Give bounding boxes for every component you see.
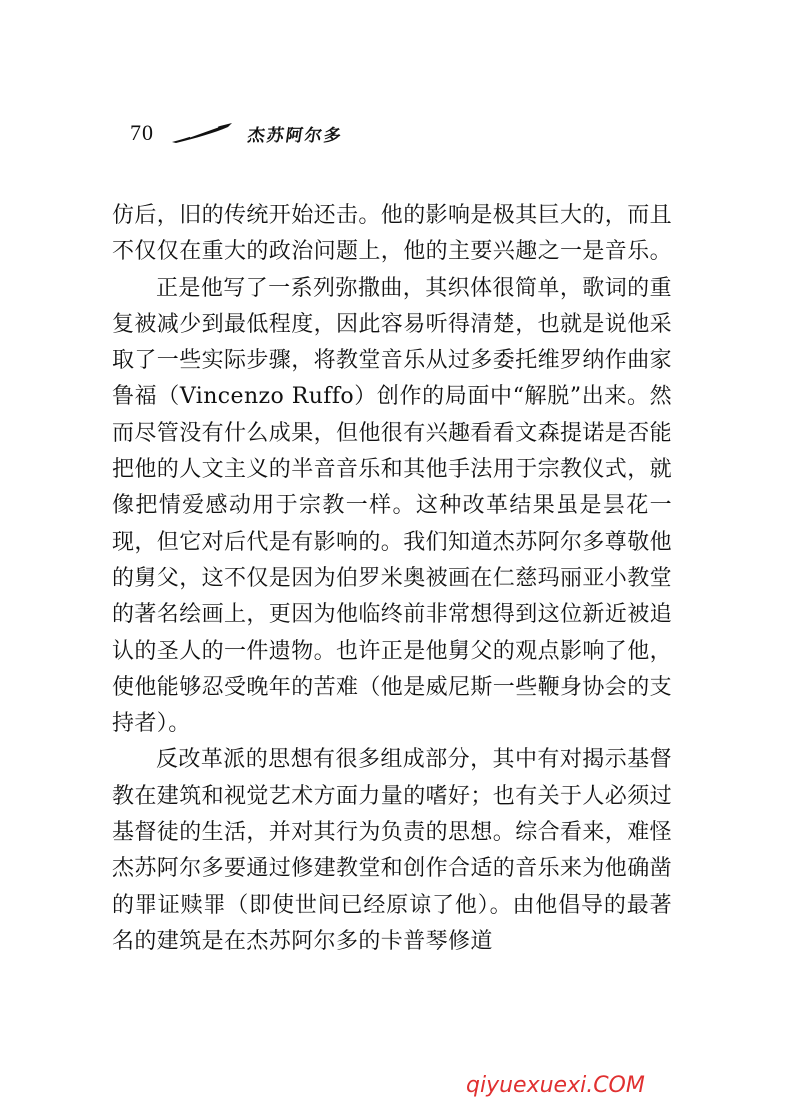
page-number: 70 bbox=[130, 120, 154, 145]
site-watermark: qiyuexuexi.COM bbox=[466, 1073, 645, 1098]
paragraph-3: 反改革派的思想有很多组成部分，其中有对揭示基督教在建筑和视觉艺术方面力量的嗜好；也有关于人必须过基督徒的生活，并对其行为负责的思想。综合看来，难怪杰苏阿尔多要通过修建教堂和创作合适的音乐来为他确凿的罪证赎罪（即使世间已经原谅了他）。由他倡导的最著名的建筑是在杰苏阿尔多的卡普琴修道 bbox=[112, 747, 673, 954]
quill-pen-icon bbox=[170, 122, 234, 144]
running-head bbox=[130, 116, 343, 150]
body-text bbox=[112, 198, 672, 960]
running-title: 杰苏阿尔多 bbox=[246, 125, 345, 146]
paragraph-2: 正是他写了一系列弥撒曲，其织体很简单，歌词的重复被减少到最低程度，因此容易听得清楚，也就是说他采取了一些实际步骤，将教堂音乐从过多委托维罗纳作曲家鲁福（Vincenzo Ruffo）创作的局面中“解脱”出来。然而尽管没有什么成果，但他很有兴趣看看文森提诺是否能把他的人文主义的半音音乐和其他手法用于宗教仪式，就像把情爱感动用于宗教一样。这种改革结果虽是昙花一现，但它对后代是有影响的。我们知道杰苏阿尔多尊敬他的舅父，这不仅是因为伯罗米奥被画在仁慈玛丽亚小教堂的著名绘画上，更因为他临终前非常想得到这位新近被追认的圣人的一件遗物。也许正是他舅父的观点影响了他，使他能够忍受晚年的苦难（他是威尼斯一些鞭身协会的支持者）。 bbox=[112, 275, 673, 737]
paragraph-1: 仿后，旧的传统开始还击。他的影响是极其巨大的，而且不仅仅在重大的政治问题上，他的主要兴趣之一是音乐。 bbox=[112, 203, 673, 265]
